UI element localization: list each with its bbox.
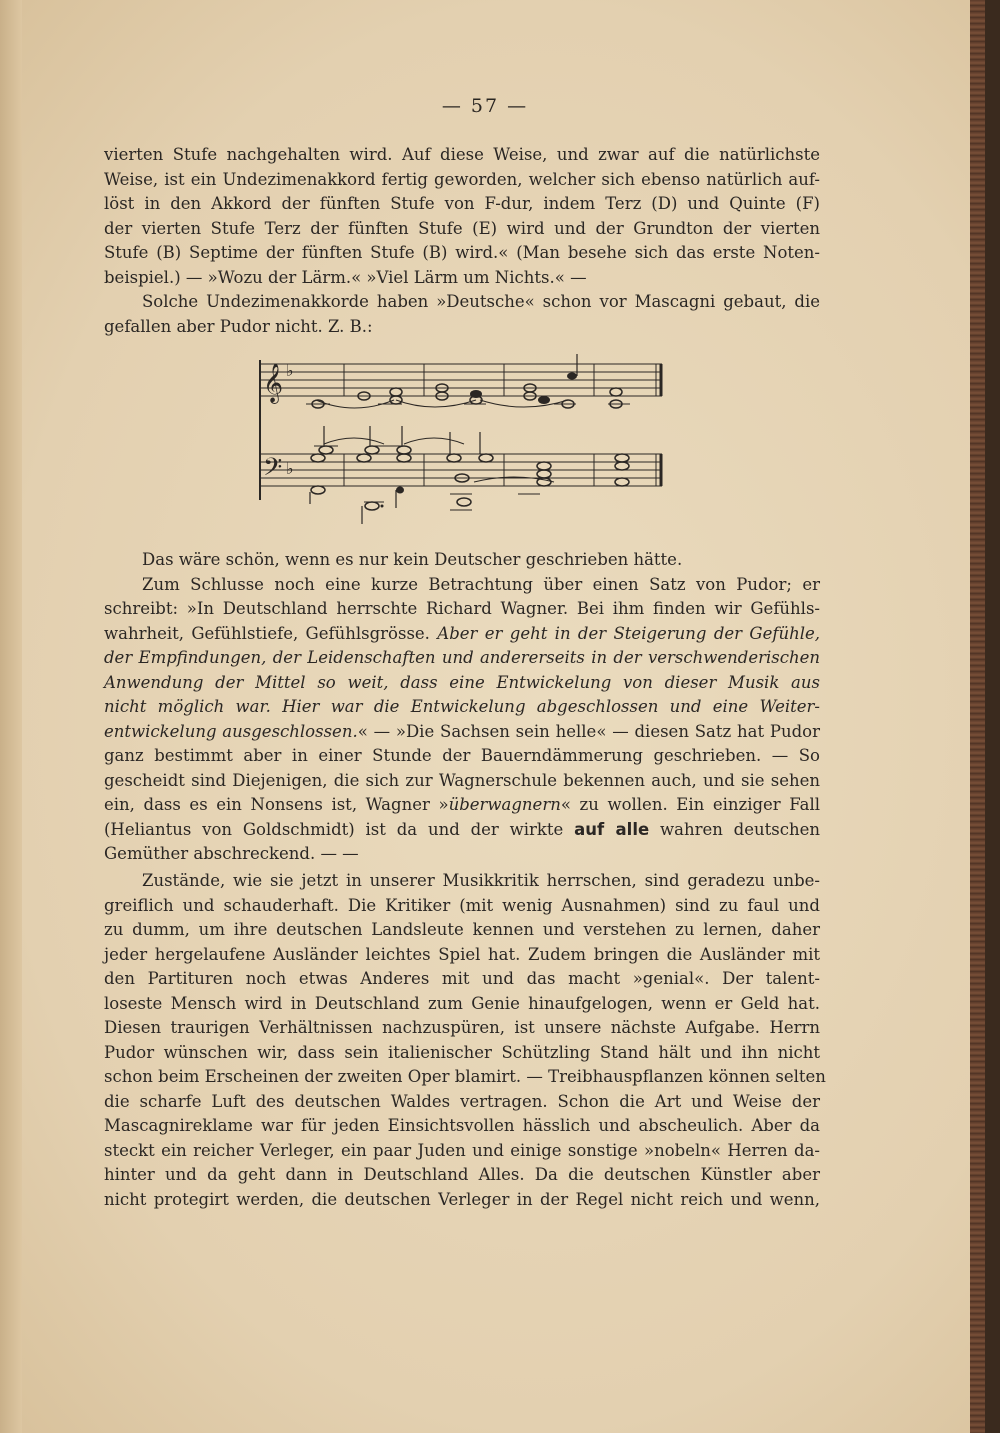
text-line: Pudor wünschen wir, dass sein italienischer Schützling Stand hält und ihn nicht <box>104 1042 820 1062</box>
text-line: schon beim Erscheinen der zweiten Oper blamirt. — Treibhauspflanzen können selten <box>104 1067 826 1086</box>
italic-line: der Empfindungen, der Leidenschaften und andererseits in der verschwenderischen <box>104 648 820 667</box>
text-line: vierten Stufe nachgehalten wird. Auf diese Weise, und zwar auf die natürlichste <box>104 145 820 164</box>
music-notation <box>254 354 674 530</box>
text-line: Diesen traurigen Verhältnissen nachzuspüren, ist unsere nächste Aufgabe. Herrn <box>104 1018 820 1037</box>
text-line: Solche Undezimenakkorde haben »Deutsche« schon vor Mascagni gebaut, die <box>142 292 820 311</box>
paragraph-top <box>104 143 820 339</box>
paragraph-final <box>104 869 826 1212</box>
text-line: Mascagnireklame war für jeden Einsichtsvollen hässlich und abscheulich. Aber da <box>104 1116 820 1135</box>
text-line: gescheidt sind Diejenigen, die sich zur Wagnerschule bekennen auch, und sie sehen <box>104 770 820 790</box>
text-run: wahrheit, Gefühlstiefe, Gefühlsgrösse. <box>104 623 438 643</box>
text-line: der vierten Stufe Terz der fünften Stufe (E) wird und der Grundton der vierten <box>104 218 820 238</box>
text-line <box>104 622 820 647</box>
treble-clef-icon: 𝄞 <box>263 363 284 403</box>
binding-gutter <box>0 0 22 1433</box>
text-line: greiflich und schauderhaft. Die Kritiker (mit wenig Ausnahmen) sind zu faul und <box>104 895 820 915</box>
page-number: — 57 — <box>441 95 529 117</box>
text-line: steckt ein reicher Verleger, ein paar Juden und einige sonstige »nobeln« Herren da- <box>104 1140 820 1160</box>
text-line <box>104 818 820 843</box>
text-line: die scharfe Luft des deutschen Waldes vertragen. Schon die Art und Weise der <box>104 1091 820 1111</box>
text-line: Zum Schlusse noch eine kurze Betrachtung über einen Satz von Pudor; er <box>142 574 820 594</box>
italic-line: Anwendung der Mittel so weit, dass eine Entwickelung von dieser Musik aus <box>104 672 820 692</box>
text-line: Zustände, wie sie jetzt in unserer Musikkritik herrschen, sind geradezu unbe- <box>142 871 820 890</box>
text-run: (Heliantus von Goldschmidt) ist da und der wirkte <box>104 819 575 839</box>
text-line <box>104 720 820 745</box>
text-line: ganz bestimmt aber in einer Stunde der Bauerndämmerung geschrieben. — So <box>104 746 820 765</box>
music-example <box>254 354 674 530</box>
text-line: zu dumm, um ihre deutschen Landsleute kennen und verstehen zu lernen, daher <box>104 920 820 939</box>
italic-run: entwickelung ausgeschlossen. <box>104 721 358 741</box>
text-run: « zu wollen. Ein einziger Fall <box>560 795 820 814</box>
italic-run: überwagnern <box>448 795 561 814</box>
text-run: wahren deutschen <box>649 819 820 839</box>
bass-clef-icon: 𝄢 <box>263 453 283 488</box>
text-line: nicht protegirt werden, die deutschen Verleger in der Regel nicht reich und wenn, <box>104 1189 820 1209</box>
flat-icon: ♭ <box>286 459 294 478</box>
text-line: den Partituren noch etwas Anderes mit und das macht »genial«. Der talent- <box>104 969 820 988</box>
text-line: Weise, ist ein Undezimenakkord fertig geworden, welcher sich ebenso natürlich auf- <box>104 169 820 189</box>
text-line: jeder hergelaufene Ausländer leichtes Spiel hat. Zudem bringen die Ausländer mit <box>104 944 820 964</box>
text-run: ein, dass es ein Nonsens ist, Wagner » <box>104 795 449 814</box>
text-line <box>104 793 820 818</box>
italic-run: Aber er geht in der Steigerung der Gefühle, <box>437 623 820 643</box>
paragraph-pudor <box>104 548 820 867</box>
text-line: hinter und da geht dann in Deutschland Alles. Da die deutschen Künstler aber <box>104 1165 820 1184</box>
flat-icon: ♭ <box>286 361 294 380</box>
italic-line: nicht möglich war. Hier war die Entwickelung abgeschlossen und eine Weiter- <box>104 697 820 716</box>
book-edge <box>970 0 985 1433</box>
text-run: « — »Die Sachsen sein helle« — diesen Satz hat Pudor <box>357 721 820 741</box>
text-line: gefallen aber Pudor nicht. Z. B.: <box>104 316 373 336</box>
bold-run: auf alle <box>574 819 650 839</box>
text-line: loseste Mensch wird in Deutschland zum Genie hinaufgelogen, wenn er Geld hat. <box>104 993 820 1013</box>
text-line: beispiel.) — »Wozu der Lärm.« »Viel Lärm um Nichts.« — <box>104 267 587 287</box>
text-line: Stufe (B) Septime der fünften Stufe (B) wird.« (Man besehe sich das erste Noten- <box>104 243 820 262</box>
text-line: Gemüther abschreckend. — — <box>104 844 359 863</box>
text-line: schreibt: »In Deutschland herrschte Richard Wagner. Bei ihm finden wir Gefühls- <box>104 599 820 618</box>
text-line: Das wäre schön, wenn es nur kein Deutscher geschrieben hätte. <box>142 550 683 569</box>
text-line: löst in den Akkord der fünften Stufe von F-dur, indem Terz (D) und Quinte (F) <box>104 194 820 213</box>
